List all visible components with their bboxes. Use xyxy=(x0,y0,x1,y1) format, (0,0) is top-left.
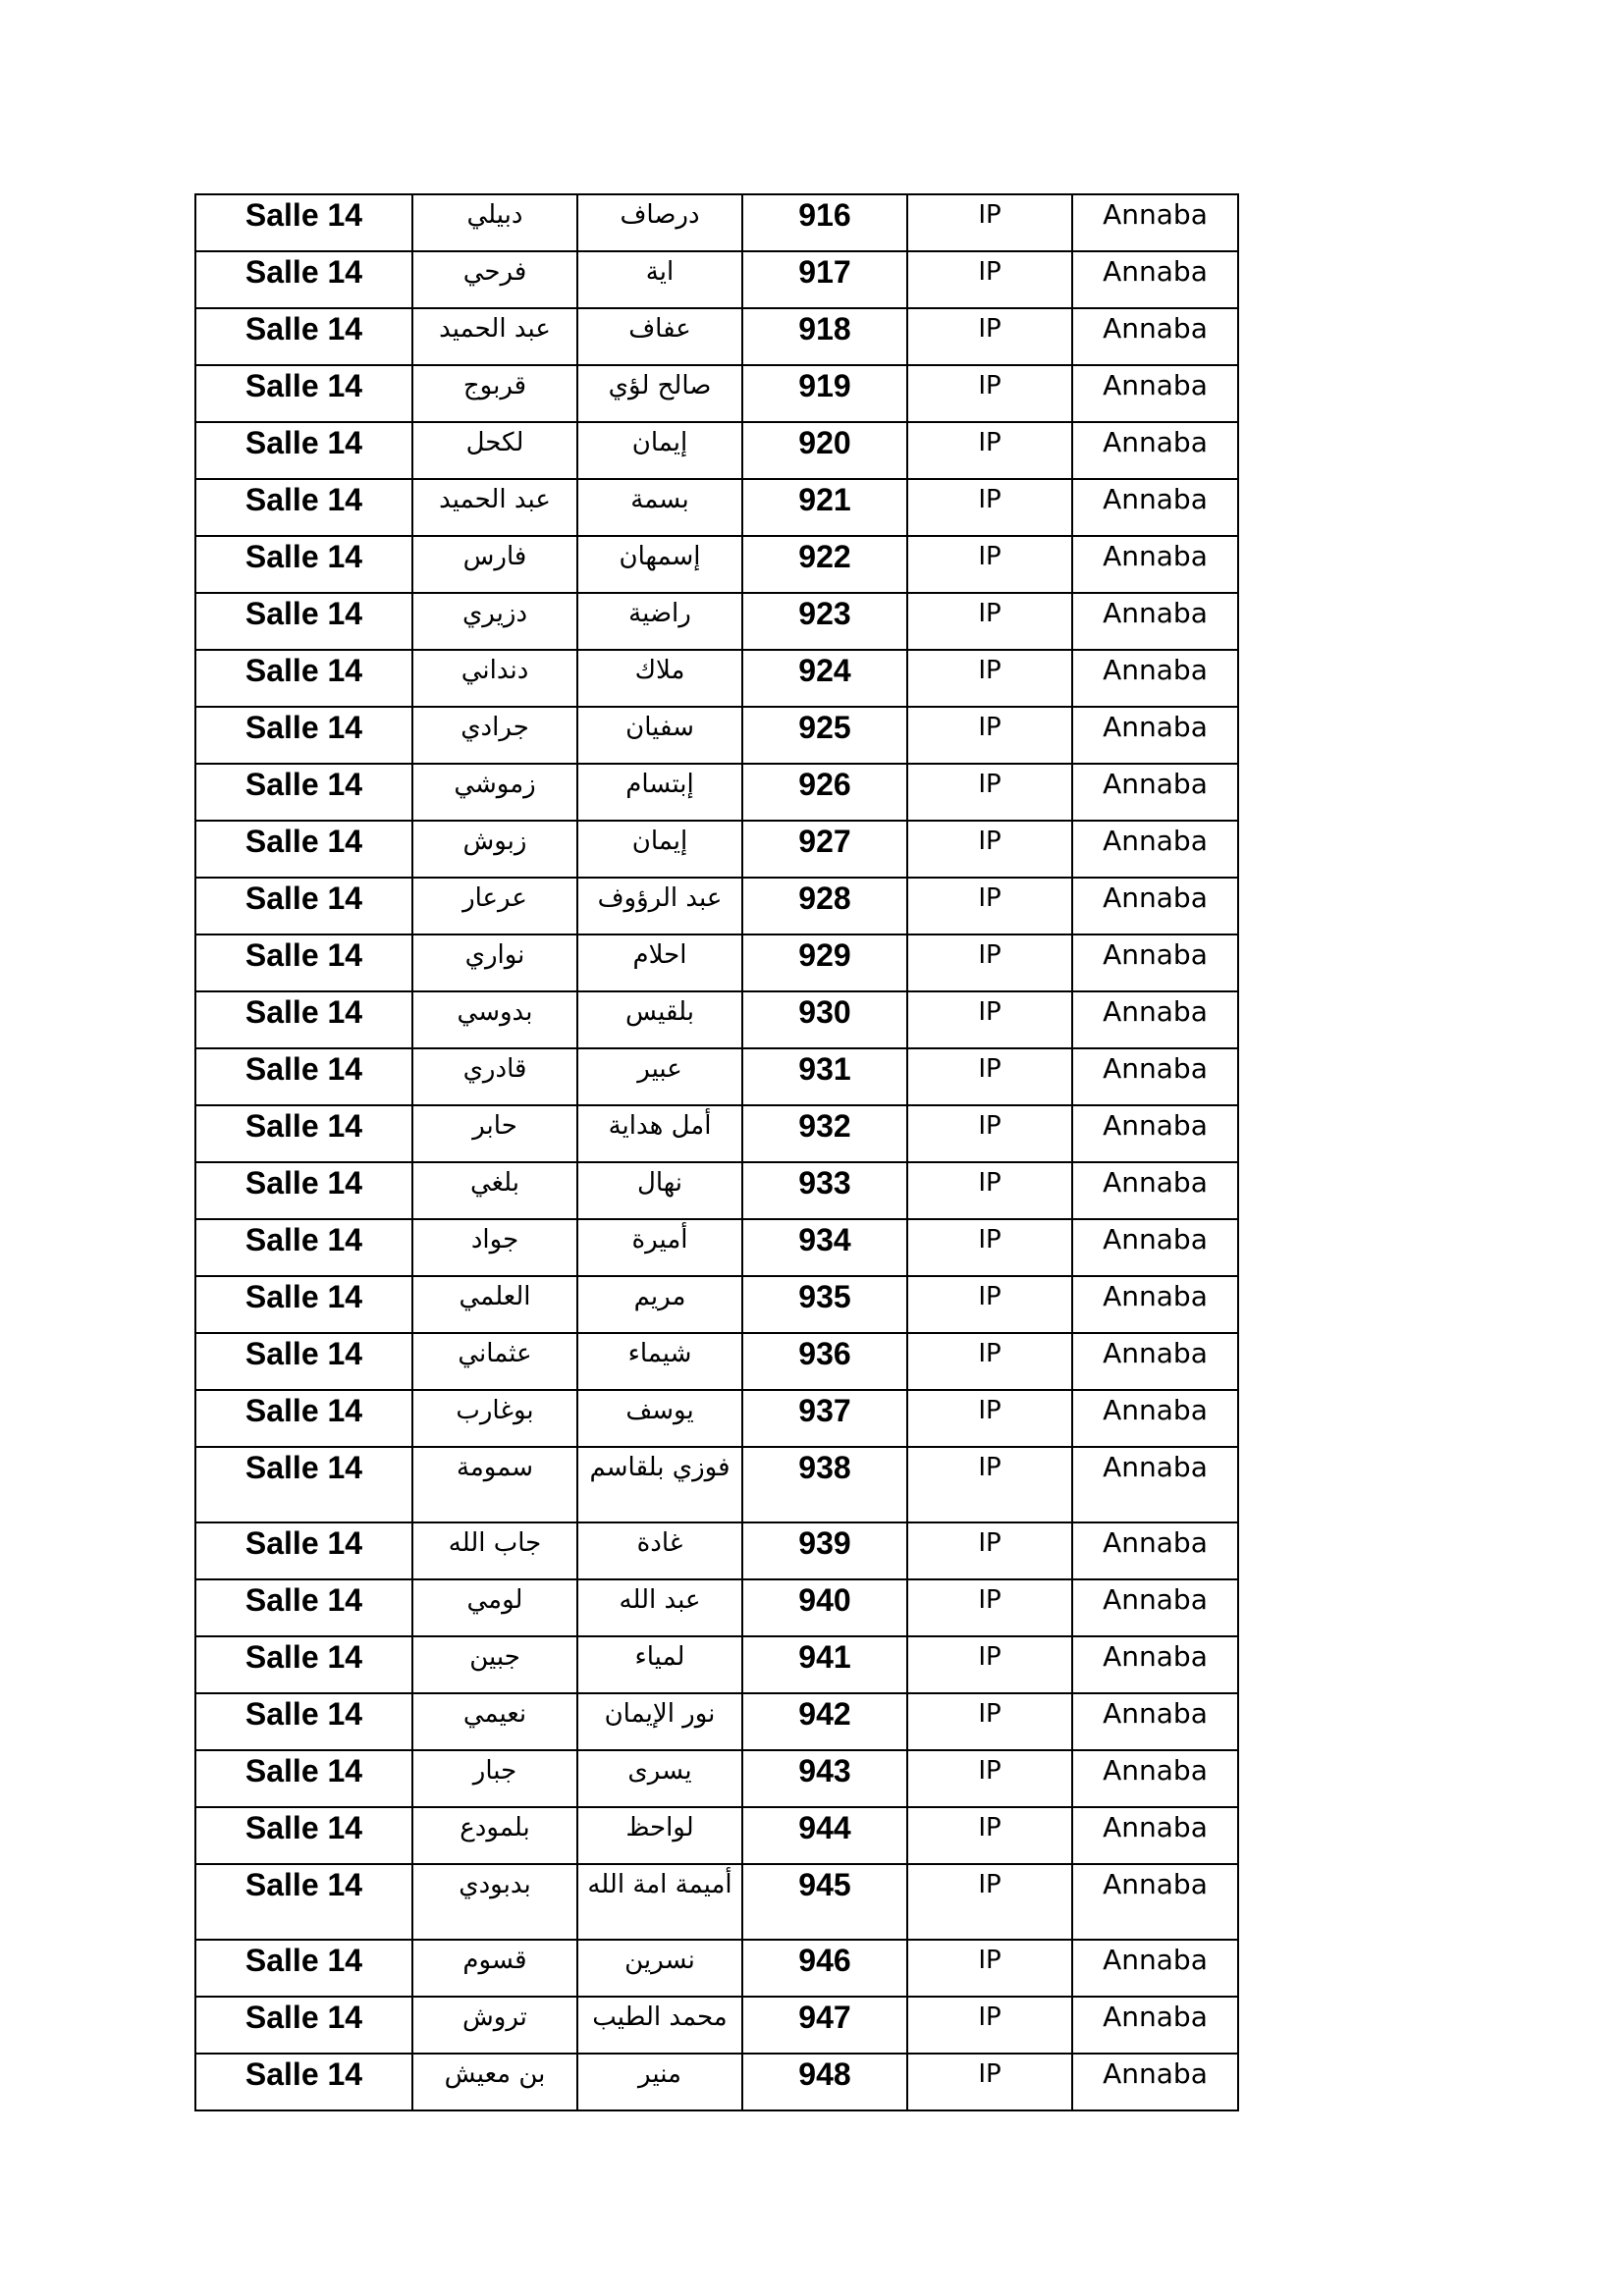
last-name-cell: قادري xyxy=(412,1048,577,1105)
last-name-cell: نعيمي xyxy=(412,1693,577,1750)
candidate-number-cell: 937 xyxy=(742,1390,907,1447)
city-cell: Annaba xyxy=(1072,1579,1238,1636)
first-name-cell: محمد الطيب xyxy=(577,1997,742,2054)
level-cell: IP xyxy=(907,422,1072,479)
city-cell: Annaba xyxy=(1072,1750,1238,1807)
first-name-cell: فوزي بلقاسم xyxy=(577,1447,742,1522)
level-cell: IP xyxy=(907,1864,1072,1940)
first-name-cell: بسمة xyxy=(577,479,742,536)
table-row xyxy=(195,650,1238,707)
candidate-number-cell: 939 xyxy=(742,1522,907,1579)
first-name-cell: أميمة امة الله xyxy=(577,1864,742,1940)
last-name-cell: جبين xyxy=(412,1636,577,1693)
first-name-cell: لواحظ xyxy=(577,1807,742,1864)
level-cell: IP xyxy=(907,2054,1072,2110)
first-name-cell: نور الإيمان xyxy=(577,1693,742,1750)
room-cell: Salle 14 xyxy=(195,1048,412,1105)
first-name-cell: شيماء xyxy=(577,1333,742,1390)
table-row xyxy=(195,536,1238,593)
room-cell: Salle 14 xyxy=(195,1390,412,1447)
last-name-cell: عثماني xyxy=(412,1333,577,1390)
first-name-cell: يوسف xyxy=(577,1390,742,1447)
last-name-cell: قسوم xyxy=(412,1940,577,1997)
candidate-number-cell: 933 xyxy=(742,1162,907,1219)
last-name-cell: دزيري xyxy=(412,593,577,650)
last-name-cell: عبد الحميد xyxy=(412,308,577,365)
level-cell: IP xyxy=(907,1579,1072,1636)
city-cell: Annaba xyxy=(1072,1693,1238,1750)
last-name-cell: عبد الحميد xyxy=(412,479,577,536)
table-row xyxy=(195,1447,1238,1522)
first-name-cell: عبير xyxy=(577,1048,742,1105)
candidate-table xyxy=(194,193,1239,2111)
room-cell: Salle 14 xyxy=(195,194,412,251)
last-name-cell: بن معيش xyxy=(412,2054,577,2110)
room-cell: Salle 14 xyxy=(195,934,412,991)
last-name-cell: دبيلي xyxy=(412,194,577,251)
last-name-cell: بدبودي xyxy=(412,1864,577,1940)
candidate-number-cell: 944 xyxy=(742,1807,907,1864)
level-cell: IP xyxy=(907,1276,1072,1333)
level-cell: IP xyxy=(907,764,1072,821)
level-cell: IP xyxy=(907,1048,1072,1105)
candidate-number-cell: 942 xyxy=(742,1693,907,1750)
room-cell: Salle 14 xyxy=(195,991,412,1048)
level-cell: IP xyxy=(907,479,1072,536)
first-name-cell: عفاف xyxy=(577,308,742,365)
level-cell: IP xyxy=(907,536,1072,593)
table-row xyxy=(195,934,1238,991)
city-cell: Annaba xyxy=(1072,1447,1238,1522)
candidate-number-cell: 925 xyxy=(742,707,907,764)
table-row xyxy=(195,1750,1238,1807)
city-cell: Annaba xyxy=(1072,650,1238,707)
level-cell: IP xyxy=(907,878,1072,934)
table-row xyxy=(195,1390,1238,1447)
city-cell: Annaba xyxy=(1072,593,1238,650)
room-cell: Salle 14 xyxy=(195,1750,412,1807)
city-cell: Annaba xyxy=(1072,1390,1238,1447)
candidate-number-cell: 931 xyxy=(742,1048,907,1105)
city-cell: Annaba xyxy=(1072,764,1238,821)
room-cell: Salle 14 xyxy=(195,1997,412,2054)
room-cell: Salle 14 xyxy=(195,1276,412,1333)
room-cell: Salle 14 xyxy=(195,422,412,479)
first-name-cell: منير xyxy=(577,2054,742,2110)
table-row xyxy=(195,1219,1238,1276)
table-row xyxy=(195,1105,1238,1162)
room-cell: Salle 14 xyxy=(195,1579,412,1636)
last-name-cell: عرعار xyxy=(412,878,577,934)
last-name-cell: بلمودع xyxy=(412,1807,577,1864)
table-row xyxy=(195,764,1238,821)
table-row xyxy=(195,194,1238,251)
first-name-cell: درصاف xyxy=(577,194,742,251)
last-name-cell: تروش xyxy=(412,1997,577,2054)
table-row xyxy=(195,1997,1238,2054)
first-name-cell: راضية xyxy=(577,593,742,650)
city-cell: Annaba xyxy=(1072,991,1238,1048)
last-name-cell: جرادي xyxy=(412,707,577,764)
level-cell: IP xyxy=(907,1162,1072,1219)
room-cell: Salle 14 xyxy=(195,1162,412,1219)
candidate-number-cell: 945 xyxy=(742,1864,907,1940)
room-cell: Salle 14 xyxy=(195,308,412,365)
table-row xyxy=(195,1522,1238,1579)
candidate-number-cell: 923 xyxy=(742,593,907,650)
table-row xyxy=(195,1864,1238,1940)
level-cell: IP xyxy=(907,1522,1072,1579)
city-cell: Annaba xyxy=(1072,1940,1238,1997)
table-row xyxy=(195,1579,1238,1636)
room-cell: Salle 14 xyxy=(195,650,412,707)
first-name-cell: لمياء xyxy=(577,1636,742,1693)
city-cell: Annaba xyxy=(1072,1333,1238,1390)
first-name-cell: عبد الرؤوف xyxy=(577,878,742,934)
city-cell: Annaba xyxy=(1072,878,1238,934)
table-row xyxy=(195,1276,1238,1333)
first-name-cell: صالح لؤي xyxy=(577,365,742,422)
city-cell: Annaba xyxy=(1072,536,1238,593)
room-cell: Salle 14 xyxy=(195,878,412,934)
city-cell: Annaba xyxy=(1072,1162,1238,1219)
room-cell: Salle 14 xyxy=(195,707,412,764)
last-name-cell: بلغي xyxy=(412,1162,577,1219)
room-cell: Salle 14 xyxy=(195,2054,412,2110)
table-row xyxy=(195,1636,1238,1693)
candidate-number-cell: 916 xyxy=(742,194,907,251)
table-row xyxy=(195,422,1238,479)
table-row xyxy=(195,1333,1238,1390)
city-cell: Annaba xyxy=(1072,1522,1238,1579)
first-name-cell: سفيان xyxy=(577,707,742,764)
city-cell: Annaba xyxy=(1072,1807,1238,1864)
level-cell: IP xyxy=(907,308,1072,365)
level-cell: IP xyxy=(907,194,1072,251)
last-name-cell: نواري xyxy=(412,934,577,991)
candidate-number-cell: 921 xyxy=(742,479,907,536)
level-cell: IP xyxy=(907,1105,1072,1162)
first-name-cell: احلام xyxy=(577,934,742,991)
level-cell: IP xyxy=(907,821,1072,878)
candidate-number-cell: 924 xyxy=(742,650,907,707)
last-name-cell: بوغارب xyxy=(412,1390,577,1447)
city-cell: Annaba xyxy=(1072,479,1238,536)
first-name-cell: إيمان xyxy=(577,422,742,479)
candidate-number-cell: 926 xyxy=(742,764,907,821)
candidate-number-cell: 930 xyxy=(742,991,907,1048)
city-cell: Annaba xyxy=(1072,365,1238,422)
candidate-number-cell: 917 xyxy=(742,251,907,308)
room-cell: Salle 14 xyxy=(195,593,412,650)
table-row xyxy=(195,991,1238,1048)
table-row xyxy=(195,878,1238,934)
city-cell: Annaba xyxy=(1072,251,1238,308)
candidate-number-cell: 934 xyxy=(742,1219,907,1276)
last-name-cell: دنداني xyxy=(412,650,577,707)
first-name-cell: بلقيس xyxy=(577,991,742,1048)
city-cell: Annaba xyxy=(1072,308,1238,365)
candidate-number-cell: 946 xyxy=(742,1940,907,1997)
level-cell: IP xyxy=(907,991,1072,1048)
first-name-cell: أمل هداية xyxy=(577,1105,742,1162)
candidate-table-body xyxy=(195,194,1238,2110)
room-cell: Salle 14 xyxy=(195,365,412,422)
level-cell: IP xyxy=(907,593,1072,650)
candidate-number-cell: 938 xyxy=(742,1447,907,1522)
last-name-cell: زموشي xyxy=(412,764,577,821)
room-cell: Salle 14 xyxy=(195,1940,412,1997)
last-name-cell: زبوش xyxy=(412,821,577,878)
candidate-number-cell: 943 xyxy=(742,1750,907,1807)
last-name-cell: فرحي xyxy=(412,251,577,308)
table-row xyxy=(195,1940,1238,1997)
room-cell: Salle 14 xyxy=(195,1105,412,1162)
first-name-cell: نسرين xyxy=(577,1940,742,1997)
level-cell: IP xyxy=(907,1390,1072,1447)
city-cell: Annaba xyxy=(1072,1219,1238,1276)
level-cell: IP xyxy=(907,1219,1072,1276)
candidate-number-cell: 941 xyxy=(742,1636,907,1693)
candidate-number-cell: 935 xyxy=(742,1276,907,1333)
table-row xyxy=(195,1162,1238,1219)
city-cell: Annaba xyxy=(1072,422,1238,479)
candidate-number-cell: 929 xyxy=(742,934,907,991)
table-row xyxy=(195,593,1238,650)
city-cell: Annaba xyxy=(1072,1864,1238,1940)
level-cell: IP xyxy=(907,1693,1072,1750)
level-cell: IP xyxy=(907,1333,1072,1390)
table-row xyxy=(195,1807,1238,1864)
table-row xyxy=(195,251,1238,308)
last-name-cell: سمومة xyxy=(412,1447,577,1522)
room-cell: Salle 14 xyxy=(195,1636,412,1693)
last-name-cell: العلمي xyxy=(412,1276,577,1333)
room-cell: Salle 14 xyxy=(195,479,412,536)
level-cell: IP xyxy=(907,707,1072,764)
city-cell: Annaba xyxy=(1072,1048,1238,1105)
candidate-number-cell: 927 xyxy=(742,821,907,878)
first-name-cell: إيمان xyxy=(577,821,742,878)
room-cell: Salle 14 xyxy=(195,536,412,593)
room-cell: Salle 14 xyxy=(195,1807,412,1864)
table-row xyxy=(195,365,1238,422)
room-cell: Salle 14 xyxy=(195,1522,412,1579)
city-cell: Annaba xyxy=(1072,2054,1238,2110)
city-cell: Annaba xyxy=(1072,707,1238,764)
city-cell: Annaba xyxy=(1072,194,1238,251)
level-cell: IP xyxy=(907,1940,1072,1997)
first-name-cell: ملاك xyxy=(577,650,742,707)
room-cell: Salle 14 xyxy=(195,764,412,821)
last-name-cell: جواد xyxy=(412,1219,577,1276)
room-cell: Salle 14 xyxy=(195,821,412,878)
room-cell: Salle 14 xyxy=(195,1864,412,1940)
first-name-cell: نهال xyxy=(577,1162,742,1219)
first-name-cell: إبتسام xyxy=(577,764,742,821)
room-cell: Salle 14 xyxy=(195,1219,412,1276)
table-row xyxy=(195,821,1238,878)
level-cell: IP xyxy=(907,365,1072,422)
first-name-cell: اية xyxy=(577,251,742,308)
level-cell: IP xyxy=(907,934,1072,991)
room-cell: Salle 14 xyxy=(195,1333,412,1390)
table-row xyxy=(195,479,1238,536)
last-name-cell: جبار xyxy=(412,1750,577,1807)
first-name-cell: أميرة xyxy=(577,1219,742,1276)
candidate-number-cell: 948 xyxy=(742,2054,907,2110)
room-cell: Salle 14 xyxy=(195,1693,412,1750)
last-name-cell: جاب الله xyxy=(412,1522,577,1579)
city-cell: Annaba xyxy=(1072,934,1238,991)
city-cell: Annaba xyxy=(1072,1997,1238,2054)
last-name-cell: بدوسي xyxy=(412,991,577,1048)
candidate-number-cell: 928 xyxy=(742,878,907,934)
first-name-cell: مريم xyxy=(577,1276,742,1333)
candidate-number-cell: 920 xyxy=(742,422,907,479)
level-cell: IP xyxy=(907,650,1072,707)
candidate-number-cell: 940 xyxy=(742,1579,907,1636)
candidate-number-cell: 922 xyxy=(742,536,907,593)
first-name-cell: عبد الله xyxy=(577,1579,742,1636)
last-name-cell: قربوج xyxy=(412,365,577,422)
level-cell: IP xyxy=(907,1636,1072,1693)
last-name-cell: لكحل xyxy=(412,422,577,479)
table-row xyxy=(195,2054,1238,2110)
level-cell: IP xyxy=(907,1447,1072,1522)
room-cell: Salle 14 xyxy=(195,1447,412,1522)
table-row xyxy=(195,707,1238,764)
candidate-number-cell: 947 xyxy=(742,1997,907,2054)
room-cell: Salle 14 xyxy=(195,251,412,308)
table-row xyxy=(195,1693,1238,1750)
last-name-cell: حابر xyxy=(412,1105,577,1162)
last-name-cell: لومي xyxy=(412,1579,577,1636)
candidate-number-cell: 936 xyxy=(742,1333,907,1390)
level-cell: IP xyxy=(907,251,1072,308)
table-row xyxy=(195,308,1238,365)
level-cell: IP xyxy=(907,1750,1072,1807)
first-name-cell: غادة xyxy=(577,1522,742,1579)
level-cell: IP xyxy=(907,1807,1072,1864)
first-name-cell: يسرى xyxy=(577,1750,742,1807)
last-name-cell: فارس xyxy=(412,536,577,593)
candidate-number-cell: 918 xyxy=(742,308,907,365)
first-name-cell: إسمهان xyxy=(577,536,742,593)
city-cell: Annaba xyxy=(1072,1276,1238,1333)
city-cell: Annaba xyxy=(1072,1636,1238,1693)
candidate-number-cell: 932 xyxy=(742,1105,907,1162)
candidate-number-cell: 919 xyxy=(742,365,907,422)
city-cell: Annaba xyxy=(1072,1105,1238,1162)
table-row xyxy=(195,1048,1238,1105)
city-cell: Annaba xyxy=(1072,821,1238,878)
level-cell: IP xyxy=(907,1997,1072,2054)
